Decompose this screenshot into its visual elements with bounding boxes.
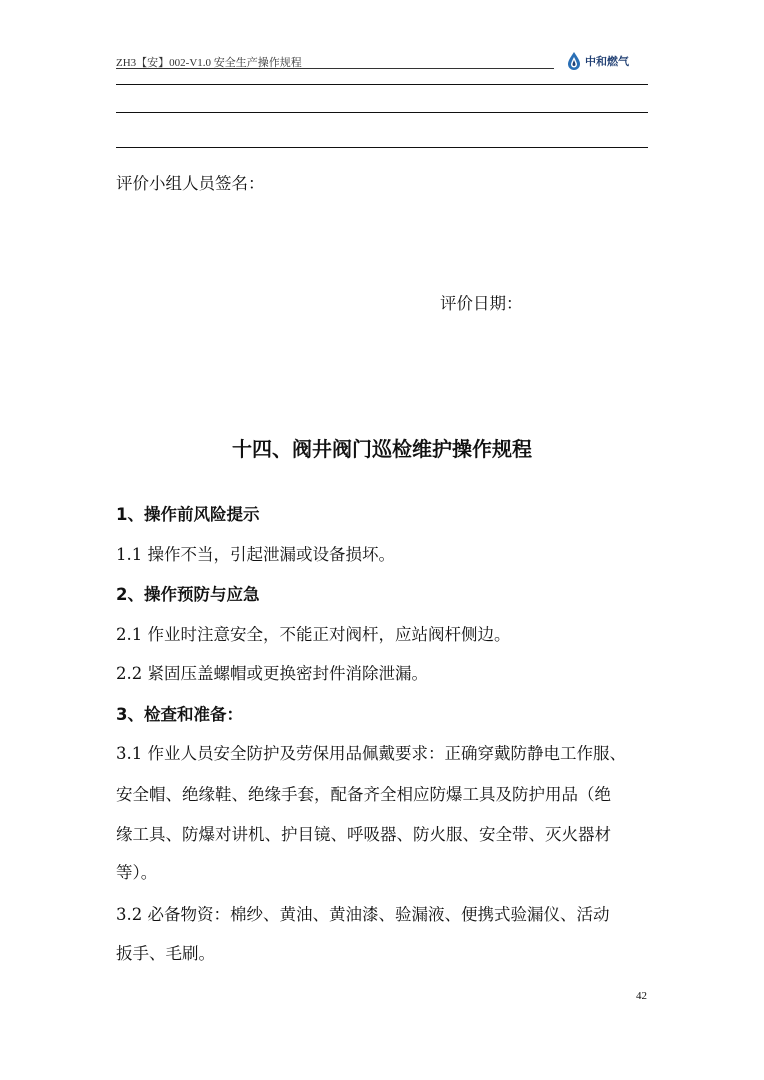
heading-1: 1、操作前风险提示 <box>116 505 260 524</box>
header-doc-code: ZH3【安】002-V1.0 安全生产操作规程 <box>116 57 302 69</box>
company-logo <box>566 50 646 72</box>
header-rule <box>116 68 554 69</box>
paragraph-1-1: 1.1 操作不当，引起泄漏或设备损坏。 <box>116 545 395 564</box>
blank-line-3 <box>116 147 648 148</box>
paragraph-3-2-line-1: 3.2 必备物资：棉纱、黄油、黄油漆、验漏液、便携式验漏仪、活动 <box>116 905 610 924</box>
section-title: 十四、阀井阀门巡检维护操作规程 <box>232 437 532 461</box>
heading-2: 2、操作预防与应急 <box>116 585 260 604</box>
heading-3: 3、检查和准备： <box>116 705 243 724</box>
paragraph-3-2-line-2: 扳手、毛刷。 <box>116 944 215 963</box>
paragraph-2-2: 2.2 紧固压盖螺帽或更换密封件消除泄漏。 <box>116 664 428 683</box>
paragraph-2-1: 2.1 作业时注意安全，不能正对阀杆，应站阀杆侧边。 <box>116 625 511 644</box>
date-label: 评价日期： <box>440 294 523 313</box>
blank-line-2 <box>116 112 648 113</box>
paragraph-3-1-line-3: 缘工具、防爆对讲机、护目镜、呼吸器、防火服、安全带、灭火器材 <box>116 825 611 844</box>
gas-drop-logo-icon <box>566 51 582 71</box>
page-number: 42 <box>636 990 647 1002</box>
signature-label: 评价小组人员签名： <box>116 174 265 193</box>
paragraph-3-1-line-2: 安全帽、绝缘鞋、绝缘手套，配备齐全相应防爆工具及防护用品（绝 <box>116 785 611 804</box>
paragraph-3-1-line-1: 3.1 作业人员安全防护及劳保用品佩戴要求：正确穿戴防静电工作服、 <box>116 744 626 763</box>
blank-line-1 <box>116 84 648 85</box>
paragraph-3-1-line-4: 等）。 <box>116 863 158 882</box>
company-name: 中和燃气 <box>585 55 629 68</box>
